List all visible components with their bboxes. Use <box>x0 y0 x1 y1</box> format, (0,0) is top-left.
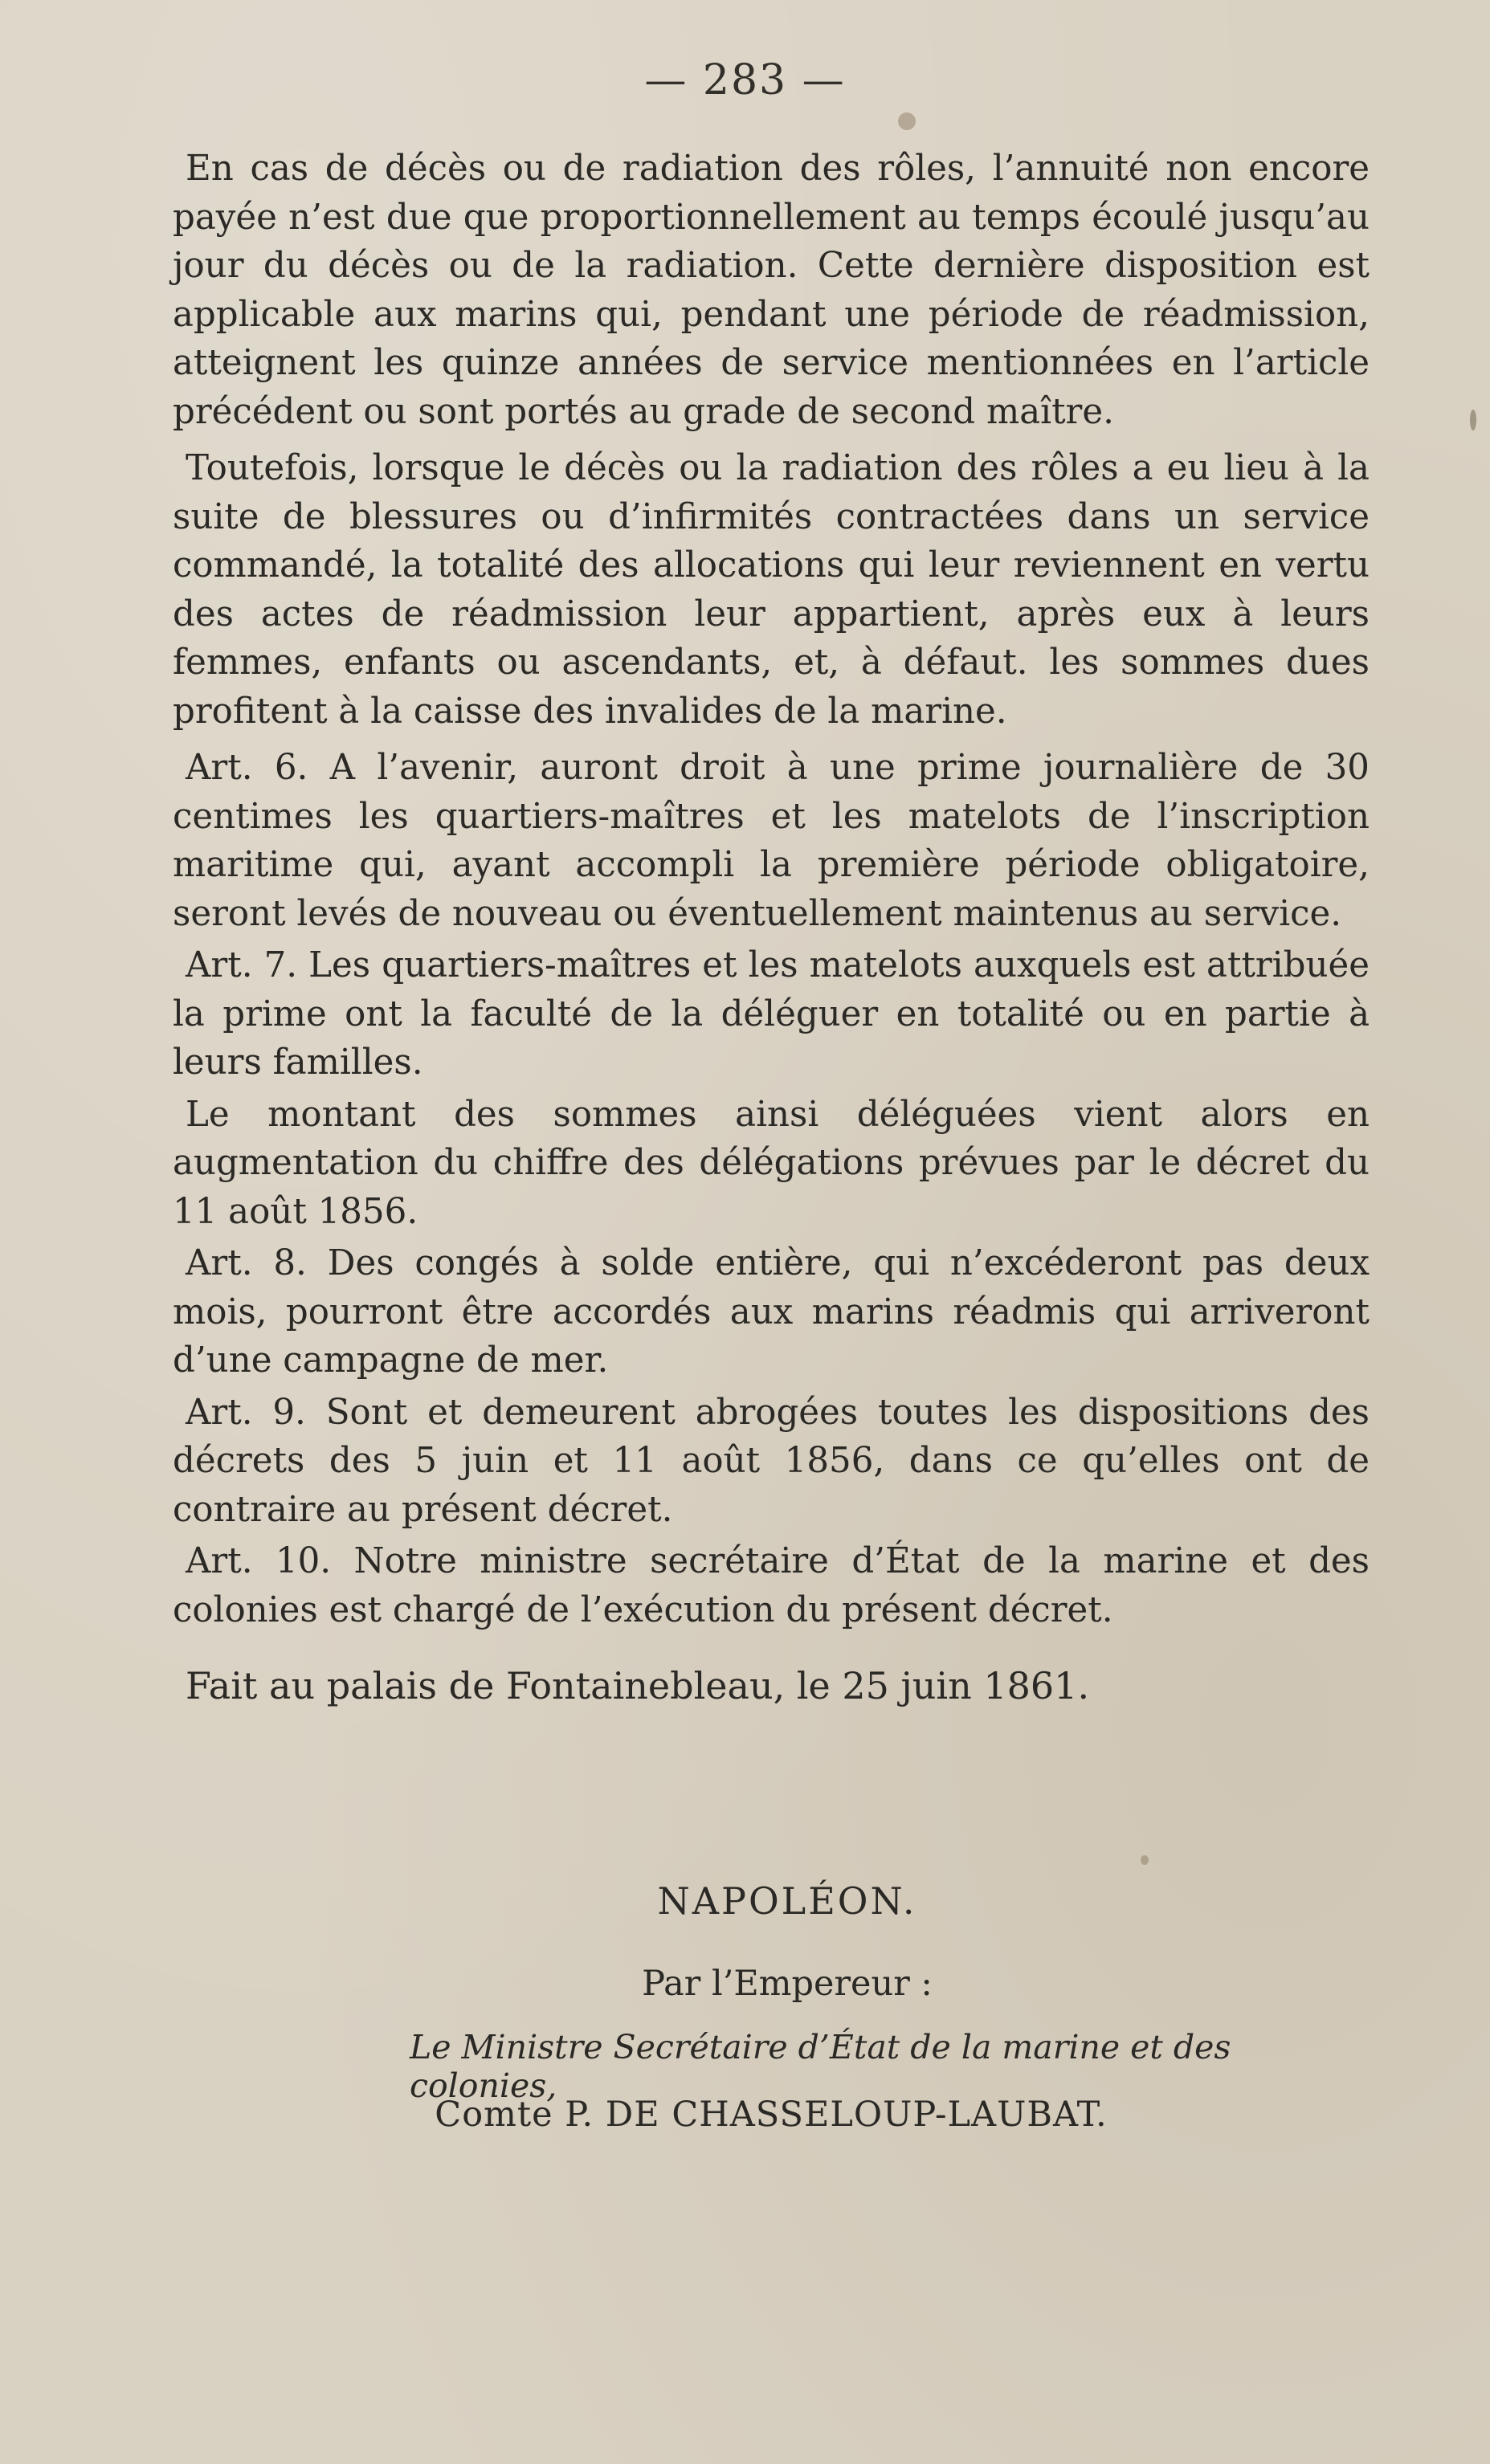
ink-spot <box>1470 410 1476 430</box>
paragraph-article-8: Art. 8. Des congés à solde entière, qui n’excéderont pas deux mois, pourront être accordés aux marins réadmis qui arriveront d’une campagne de mer. <box>173 1243 1370 1381</box>
paragraph-toutefois: Toutefois, lorsque le décès ou la radiation des rôles a eu lieu à la suite de blessures ou d’infirmités contractées dans un service commandé, la totalité des allocations qui leur reviennent en vertu des actes de réadmission leur appartient, après eux à leurs femmes, enfants ou ascendants, et, à défaut. les sommes dues profitent à la caisse des invalides de la marine. <box>173 448 1370 732</box>
ink-spot <box>898 112 916 130</box>
signature-name: NAPOLÉON. <box>657 1879 917 1923</box>
signature-par-empereur: Par l’Empereur : <box>642 1964 933 2004</box>
paragraph-article-7: Art. 7. Les quartiers-maîtres et les matelots auxquels est attribuée la prime ont la faculté de la déléguer en totalité ou en partie à leurs familles. <box>173 945 1370 1083</box>
paragraph-article-10: Art. 10. Notre ministre secrétaire d’État de la marine et des colonies est chargé de l’exécution du présent décret. <box>173 1541 1370 1630</box>
paragraph-annuite: En cas de décès ou de radiation des rôles, l’annuité non encore payée n’est due que proportionnellement au temps écoulé jusqu’au jour du décès ou de la radiation. Cette dernière disposition est applicable aux marins qui, pendant une période de réadmission, atteignent les quinze années de service mentionnées en l’article précédent ou sont portés au grade de second maître. <box>173 149 1370 432</box>
page-number: — 283 — <box>644 56 846 104</box>
signature-ministre: Le Ministre Secrétaire d’État de la marine et des colonies, <box>410 2028 1231 2105</box>
body-text <box>173 145 1370 1748</box>
dateline: Fait au palais de Fontainebleau, le 25 juin 1861. <box>186 1664 1090 1707</box>
signature-comte: Comte P. DE CHASSELOUP-LAUBAT. <box>435 2095 1108 2135</box>
ink-spot <box>1141 1855 1149 1865</box>
paragraph-article-9: Art. 9. Sont et demeurent abrogées toutes les dispositions des décrets des 5 juin et 11 août 1856, dans ce qu’elles ont de contraire au présent décret. <box>173 1392 1370 1530</box>
paragraph-article-6: Art. 6. A l’avenir, auront droit à une prime journalière de 30 centimes les quartiers-maîtres et les matelots de l’inscription maritime qui, ayant accompli la première période obligatoire, seront levés de nouveau ou éventuellement maintenus au service. <box>173 748 1370 934</box>
paragraph-montant: Le montant des sommes ainsi déléguées vient alors en augmentation du chiffre des délégations prévues par le décret du 11 août 1856. <box>173 1094 1370 1232</box>
